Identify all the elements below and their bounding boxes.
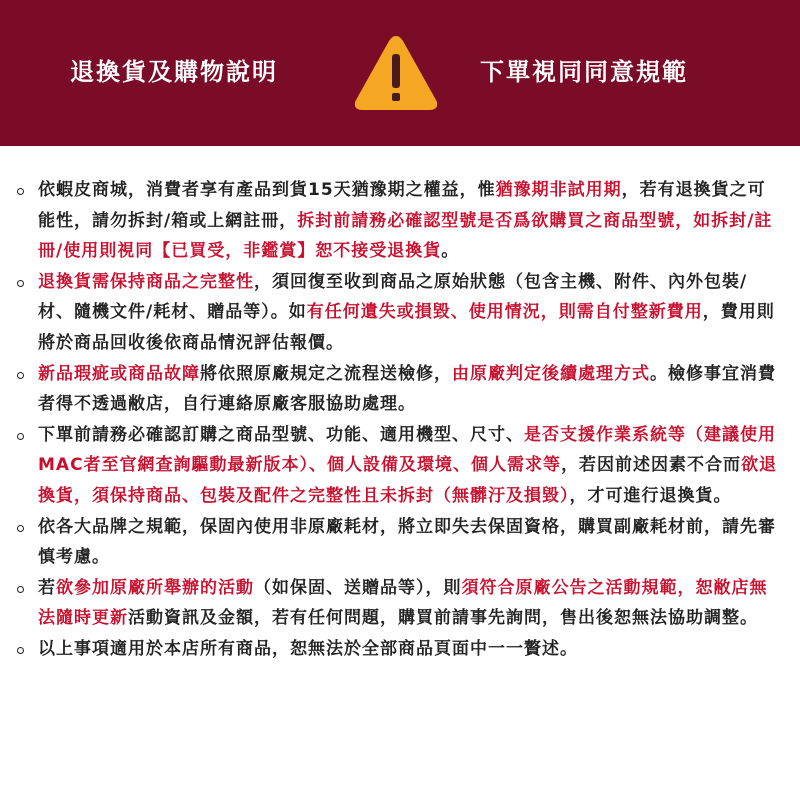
- policy-item: [0, 634, 800, 665]
- highlight-text: 欲退換貨，須保持商品、包裝及配件之完整性且未拆封（無髒汙及損毀）: [38, 455, 778, 506]
- policy-text: ，若因前述因素不合而: [561, 455, 742, 476]
- highlight-text: 是否支援作業系統等（建議使用MAC者至官網查詢驅動最新版本）、個人設備及環境、個人需求等: [38, 424, 776, 476]
- policy-text: ，若有退換貨之可能性，請勿拆封/箱或上網註冊，: [38, 180, 766, 231]
- highlight-text: 退換貨需保持商品之完整性: [38, 271, 254, 292]
- highlight-text: 新品瑕疵或商品故障: [38, 363, 200, 384]
- bullet-icon: [17, 525, 24, 532]
- bullet-icon: [17, 647, 24, 654]
- policy-item: [0, 359, 800, 420]
- policy-text: 依蝦皮商城，消費者享有產品到貨15天猶豫期之權益，惟: [38, 180, 496, 200]
- bullet-icon: [17, 586, 24, 593]
- policy-text: 。檢修事宜消費者得不透過敝店，自行連絡原廠客服協助處理。: [38, 363, 776, 415]
- policy-item: [0, 420, 800, 512]
- highlight-text: 須符合原廠公告之活動規範，恕敝店無法隨時更新: [38, 577, 768, 629]
- policy-text: 下單前請務必確認訂購之商品型號、功能、適用機型、尺寸、: [38, 424, 524, 445]
- bullet-icon: [17, 188, 24, 195]
- header-title-left: 退換貨及購物說明: [70, 58, 278, 86]
- policy-list: [0, 175, 800, 665]
- header-title-right: 下單視同同意規範: [480, 58, 688, 86]
- highlight-text: 猶豫期非試用期: [495, 180, 622, 200]
- policy-text: ，須回復至收到商品之原始狀態（包含主機、附件、內外包裝/材、隨機文件/耗材、贈品等）。如: [38, 271, 748, 323]
- highlight-text: 由原廠判定後續處理方式: [452, 363, 650, 384]
- highlight-text: 拆封前請務必確認型號是否爲欲購買之商品型號，如拆封/註冊/使用則視同【已買受，非鑑賞】恕不接受退換貨: [38, 210, 773, 262]
- bullet-icon: [17, 372, 24, 379]
- highlight-text: 有任何遺失或損毀、使用情況，則需自付整新費用: [306, 302, 703, 323]
- policy-item: [0, 573, 800, 634]
- policy-item: [0, 512, 800, 573]
- policy-text: ，才可進行退換貨。: [569, 485, 732, 506]
- policy-item: [0, 267, 800, 359]
- policy-text: 若: [38, 577, 56, 598]
- highlight-text: 欲參加原廠所舉辦的活動: [56, 577, 254, 598]
- bullet-icon: [17, 280, 24, 287]
- policy-text: 依各大品牌之規範，保固內使用非原廠耗材，將立即失去保固資格，購買副廠耗材前，請先審慎考慮。: [38, 516, 776, 568]
- warning-icon: [352, 30, 440, 114]
- policy-text: ，費用則將於商品回收後依商品情況評估報價。: [38, 302, 775, 353]
- policy-item: [0, 175, 800, 267]
- bullet-icon: [17, 433, 24, 440]
- policy-text: （如保固、送贈品等），則: [254, 577, 462, 598]
- header-banner: [0, 0, 800, 146]
- policy-text: 。: [441, 241, 460, 262]
- policy-text: 以上事項適用於本店所有商品，恕無法於全部商品頁面中一一贅述。: [38, 638, 578, 659]
- policy-text: 活動資訊及金額，若有任何問題，購買前請事先詢問，售出後恕無法協助調整。: [128, 608, 758, 629]
- policy-text: 將依照原廠規定之流程送檢修，: [200, 363, 452, 384]
